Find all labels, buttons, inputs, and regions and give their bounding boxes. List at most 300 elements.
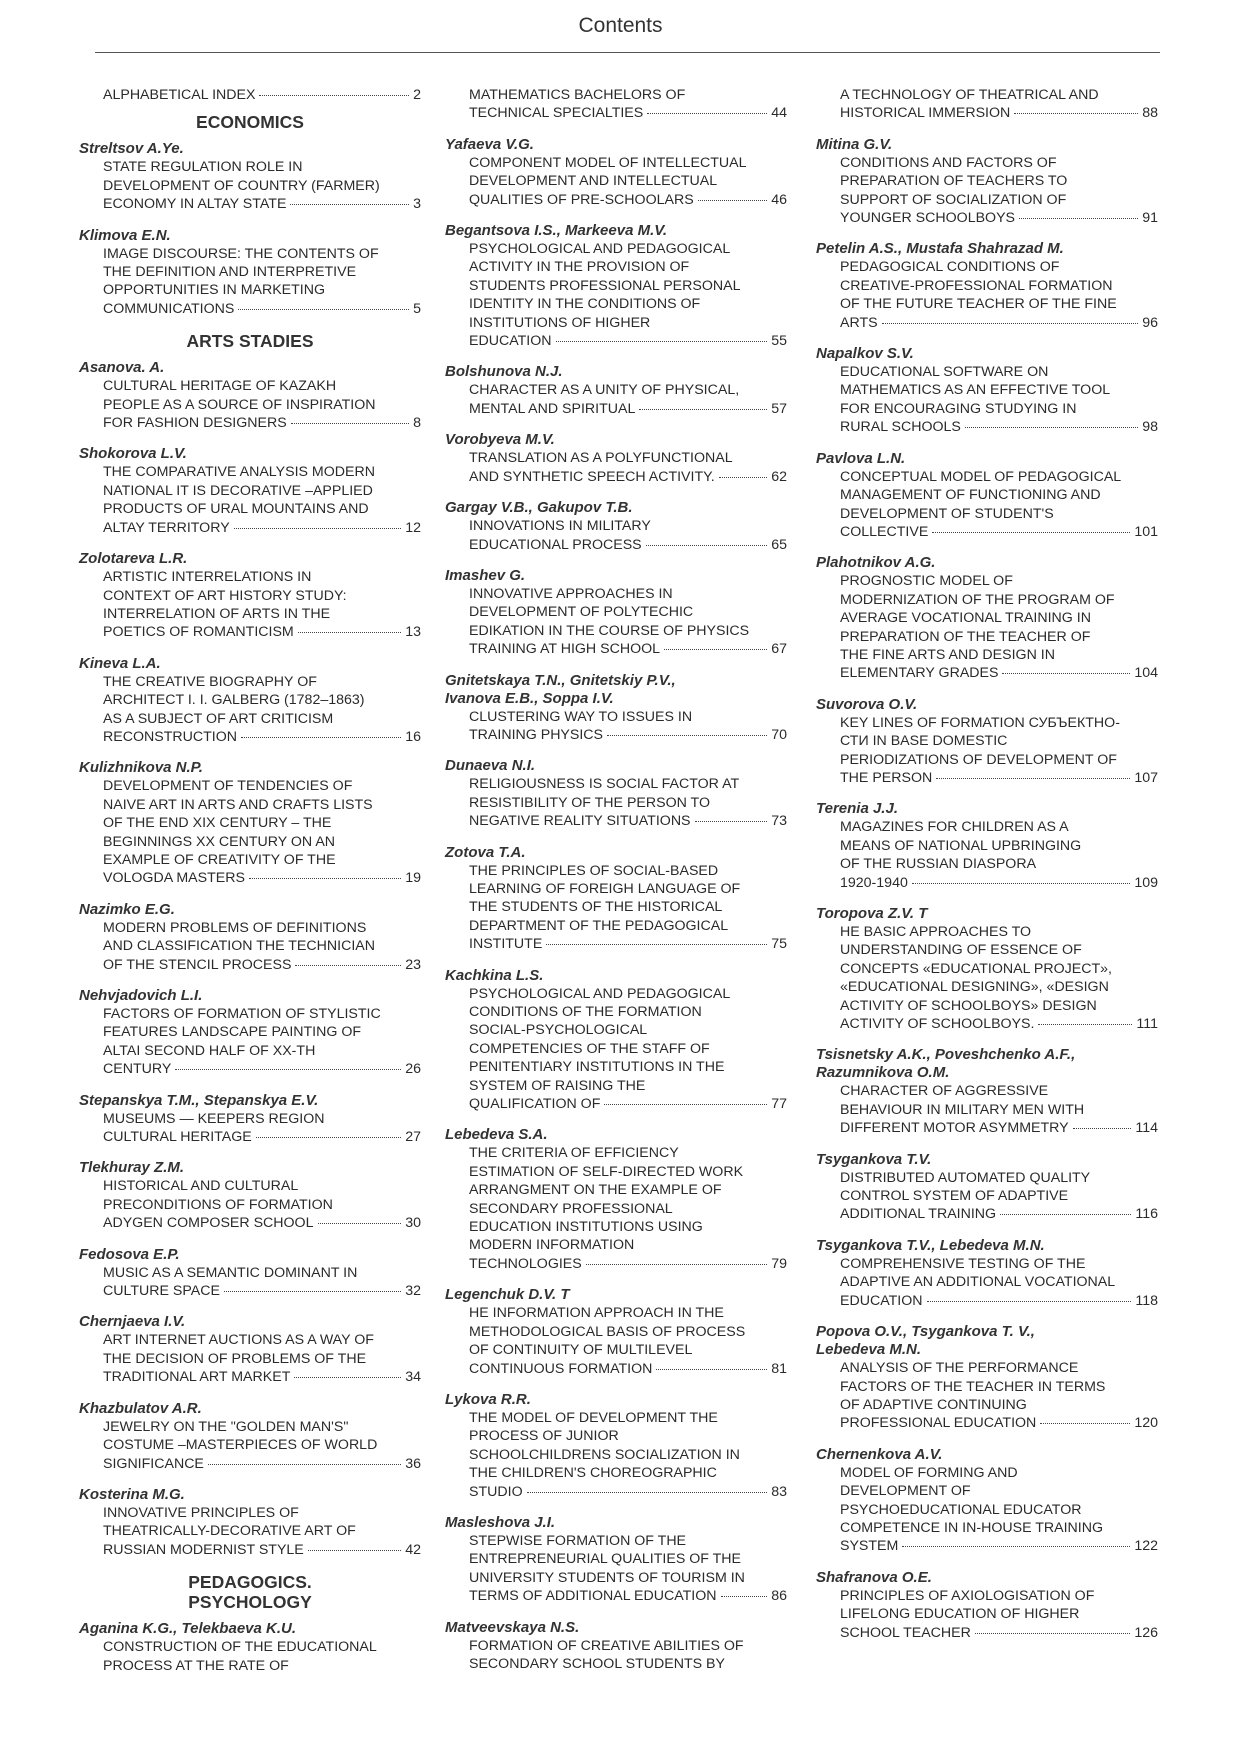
- entry-title-text: ELEMENTARY GRADES: [840, 665, 999, 682]
- entry-title-line: FEATURES LANDSCAPE PAINTING OF: [103, 1024, 362, 1041]
- entry-title-line: [816, 1205, 1158, 1223]
- entry-title-text: HISTORICAL IMMERSION: [840, 105, 1011, 122]
- toc-entry: [816, 800, 1158, 892]
- page-number: 104: [1134, 665, 1158, 682]
- entry-title-line: CONTEXT OF ART HISTORY STUDY:: [103, 587, 347, 604]
- entry-title-line: PRECONDITIONS OF FORMATION: [103, 1196, 333, 1213]
- entry-title-text: ALTAY TERRITORY: [103, 519, 230, 536]
- entry-title-line: [79, 1282, 421, 1300]
- entry-title-line: ADAPTIVE AN ADDITIONAL VOCATIONAL: [840, 1274, 1116, 1291]
- entry-title-line: [445, 1587, 787, 1605]
- entry-title-line: [816, 1015, 1158, 1033]
- entry-title-line: DEVELOPMENT OF TENDENCIES OF: [103, 778, 353, 795]
- toc-entry: [445, 1126, 787, 1273]
- entry-title-line: COMPETENCE IN IN-HOUSE TRAINING: [840, 1519, 1104, 1536]
- entry-title-text: TERMS OF ADDITIONAL EDUCATION: [469, 1588, 717, 1605]
- dot-leader: [719, 477, 768, 478]
- entry-title-text: EDUCATION: [469, 333, 552, 350]
- entry-title-text: COMMUNICATIONS: [103, 300, 235, 317]
- entry-authors: Terenia J.J.: [816, 800, 898, 818]
- toc-entry: [445, 967, 787, 1114]
- entry-title-text: EDUCATIONAL PROCESS: [469, 536, 642, 553]
- entry-authors: Lebedeva M.N.: [816, 1341, 922, 1359]
- entry-title-text: FOR FASHION DESIGNERS: [103, 415, 287, 432]
- toc-entry: [445, 222, 787, 350]
- entry-title-text: TECHNICAL SPECIALTIES: [469, 105, 644, 122]
- entry-title-line: [816, 664, 1158, 682]
- section-heading-line: ARTS STADIES: [186, 331, 314, 352]
- entry-authors: Razumnikova O.M.: [816, 1064, 950, 1082]
- entry-title-line: SECONDARY PROFESSIONAL: [469, 1200, 673, 1217]
- entry-title-text: OF THE STENCIL PROCESS: [103, 956, 292, 973]
- toc-entry: [816, 905, 1158, 1033]
- entry-title-line: PSYCHOEDUCATIONAL EDUCATOR: [840, 1501, 1082, 1518]
- dot-leader: [927, 1301, 1132, 1302]
- entry-authors: Tlekhuray Z.M.: [79, 1159, 185, 1177]
- entry-title-text: TRADITIONAL ART MARKET: [103, 1369, 291, 1386]
- page-number: 19: [405, 870, 421, 887]
- toc-entry: [79, 759, 421, 887]
- entry-title-line: DEPARTMENT OF THE PEDAGOGICAL: [469, 917, 729, 934]
- entry-title-line: LIFELONG EDUCATION OF HIGHER: [840, 1606, 1080, 1623]
- entry-title-text: INSTITUTE: [469, 936, 543, 953]
- entry-title-text: SYSTEM: [840, 1538, 899, 1555]
- page-number: 46: [771, 191, 787, 208]
- entry-title-text: ALPHABETICAL INDEX: [103, 87, 256, 103]
- entry-title-line: [445, 1095, 787, 1113]
- section-heading: [79, 331, 421, 351]
- entry-authors: Fedosova E.P.: [79, 1245, 180, 1263]
- entry-title-line: [816, 1624, 1158, 1642]
- entry-title-line: EXAMPLE OF CREATIVITY OF THE: [103, 851, 336, 868]
- entry-title-text: ECONOMY IN ALTAY STATE: [103, 196, 287, 213]
- page-number: 36: [405, 1455, 421, 1472]
- entry-authors: Yafaeva V.G.: [445, 135, 534, 153]
- page-number: 120: [1134, 1415, 1158, 1432]
- entry-authors: Shokorova L.V.: [79, 445, 187, 463]
- toc-entry: [445, 1619, 787, 1674]
- page-number: 5: [413, 300, 421, 317]
- dot-leader: [882, 323, 1139, 324]
- entry-title-line: MATHEMATICS AS AN EFFECTIVE TOOL: [840, 382, 1111, 399]
- page-title: Contents: [578, 14, 663, 37]
- toc-entry: [445, 499, 787, 554]
- page-number: 111: [1136, 1016, 1158, 1033]
- page-number: 79: [771, 1255, 787, 1272]
- entry-title-line: OF CONTINUITY OF MULTILEVEL: [469, 1342, 693, 1359]
- entry-title-line: [79, 869, 421, 887]
- page-number: 42: [405, 1541, 421, 1558]
- page-number: 16: [405, 728, 421, 745]
- page-number: 107: [1134, 769, 1158, 786]
- entry-title-line: [816, 418, 1158, 436]
- entry-title-line: JEWELRY ON THE "GOLDEN MAN'S": [103, 1418, 349, 1435]
- entry-title-line: OF THE RUSSIAN DIASPORA: [840, 856, 1037, 873]
- entry-title-line: [79, 1368, 421, 1386]
- entry-title-line: MODERN INFORMATION: [469, 1237, 635, 1254]
- dot-leader: [256, 1137, 401, 1138]
- entry-title-line: CHARACTER OF AGGRESSIVE: [840, 1083, 1049, 1100]
- entry-title-line: [79, 956, 421, 974]
- entry-authors: Ivanova E.B., Soppa I.V.: [445, 689, 614, 707]
- toc-entry: [816, 1569, 1158, 1642]
- entry-title-line: INTERRELATION OF ARTS IN THE: [103, 605, 331, 622]
- entry-title-line: COMPETENCIES OF THE STAFF OF: [469, 1040, 710, 1057]
- entry-title-line: OPPORTUNITIES IN MARKETING: [103, 282, 326, 299]
- entry-title-line: THE CHILDREN'S CHOREOGRAPHIC: [469, 1465, 717, 1482]
- contents-column-middle: [445, 86, 787, 1686]
- entry-title-line: MANAGEMENT OF FUNCTIONING AND: [840, 487, 1101, 504]
- entry-title-line: HE INFORMATION APPROACH IN THE: [469, 1305, 724, 1322]
- toc-entry: [816, 450, 1158, 542]
- page-number: 67: [771, 641, 787, 658]
- dot-leader: [902, 1546, 1130, 1547]
- dot-leader: [975, 1633, 1130, 1634]
- page-number: 122: [1134, 1538, 1158, 1555]
- entry-title-line: AND CLASSIFICATION THE TECHNICIAN: [103, 938, 375, 955]
- section-heading-line: PSYCHOLOGY: [188, 1592, 312, 1613]
- entry-title-text: ADDITIONAL TRAINING: [840, 1206, 997, 1223]
- entry-authors: Streltsov A.Ye.: [79, 140, 184, 158]
- entry-title-line: CONCEPTS «EDUCATIONAL PROJECT»,: [840, 960, 1112, 977]
- entry-title-text: RURAL SCHOOLS: [840, 419, 961, 436]
- page-number: 8: [413, 415, 421, 432]
- entry-authors: Aganina K.G., Telekbaeva K.U.: [79, 1620, 297, 1638]
- entry-title-line: BEGINNINGS XX CENTURY ON AN: [103, 833, 336, 850]
- entry-title-text: TRAINING PHYSICS: [469, 726, 604, 743]
- dot-leader: [639, 409, 767, 410]
- dot-leader: [556, 341, 768, 342]
- entry-title-line: OF ADAPTIVE CONTINUING: [840, 1396, 1027, 1413]
- entry-title-line: PSYCHOLOGICAL AND PEDAGOGICAL: [469, 241, 731, 258]
- entry-authors: Shafranova O.E.: [816, 1568, 932, 1586]
- entry-title-line: [816, 874, 1158, 892]
- entry-title-line: ACTIVITY IN THE PROVISION OF: [469, 259, 690, 276]
- toc-entry: [816, 1046, 1158, 1137]
- entry-title-line: ARCHITECT I. I. GALBERG (1782–1863): [103, 692, 365, 709]
- page-number: 2: [413, 87, 421, 103]
- page-number: 75: [771, 936, 787, 953]
- entry-title-line: [816, 1414, 1158, 1432]
- entry-title-line: DEVELOPMENT OF COUNTRY (FARMER): [103, 177, 380, 194]
- entry-authors: Nehvjadovich L.I.: [79, 987, 203, 1004]
- entry-title-line: DISTRIBUTED AUTOMATED QUALITY: [840, 1169, 1091, 1186]
- toc-entry: [816, 1237, 1158, 1310]
- entry-authors: Stepanskya T.M., Stepanskya E.V.: [79, 1091, 319, 1109]
- entry-authors: Lebedeva S.A.: [445, 1126, 548, 1144]
- entry-title-line: CREATIVE-PROFESSIONAL FORMATION: [840, 277, 1113, 294]
- entry-authors: Chernenkova A.V.: [816, 1445, 943, 1463]
- dot-leader: [238, 309, 409, 310]
- toc-entry: [445, 86, 787, 123]
- dot-leader: [224, 1291, 401, 1292]
- entry-title-text: 1920-1940: [840, 874, 908, 891]
- entry-title-line: FOR ENCOURAGING STUDYING IN: [840, 400, 1077, 417]
- dot-leader: [646, 545, 768, 546]
- entry-title-line: [79, 1060, 421, 1078]
- entry-title-line: CHARACTER AS A UNITY OF PHYSICAL,: [469, 382, 740, 399]
- entry-title-line: [445, 726, 787, 744]
- entry-title-line: UNIVERSITY STUDENTS OF TOURISM IN: [469, 1569, 745, 1586]
- entry-title-line: DEVELOPMENT AND INTELLECTUAL: [469, 173, 718, 190]
- entry-title-text: CULTURE SPACE: [103, 1283, 220, 1300]
- toc-entry: [816, 1446, 1158, 1556]
- toc-entry: [816, 86, 1158, 123]
- entry-title-line: PROCESS AT THE RATE OF: [103, 1657, 289, 1674]
- entry-title-line: METHODOLOGICAL BASIS OF PROCESS: [469, 1323, 746, 1340]
- entry-title-text: CENTURY: [103, 1061, 172, 1078]
- entry-title-line: [816, 314, 1158, 332]
- entry-title-line: RELIGIOUSNESS IS SOCIAL FACTOR AT: [469, 776, 740, 793]
- page-number: 27: [405, 1129, 421, 1146]
- entry-title-text: TRAINING AT HIGH SCHOOL: [469, 641, 661, 658]
- entry-title-line: SUPPORT OF SOCIALIZATION OF: [840, 191, 1067, 208]
- entry-title-line: СТИ IN BASE DOMESTIC: [840, 733, 1008, 750]
- entry-title-line: [445, 191, 787, 209]
- entry-title-line: [445, 640, 787, 658]
- entry-title-line: MODERN PROBLEMS OF DEFINITIONS: [103, 919, 367, 936]
- entry-title-line: PREPARATION OF TEACHERS TO: [840, 173, 1068, 190]
- entry-title-text: POETICS OF ROMANTICISM: [103, 624, 294, 641]
- entry-title-line: COMPONENT MODEL OF INTELLECTUAL: [469, 154, 747, 171]
- page-number: 55: [771, 333, 787, 350]
- entry-authors: Vorobyeva M.V.: [445, 431, 555, 449]
- entry-authors: Kachkina L.S.: [445, 966, 544, 984]
- entry-title-text: DIFFERENT MOTOR ASYMMETRY: [840, 1120, 1069, 1137]
- entry-title-line: [816, 104, 1158, 122]
- entry-title-line: DEVELOPMENT OF POLYTECHIC: [469, 604, 694, 621]
- entry-title-line: STUDENTS PROFESSIONAL PERSONAL: [469, 277, 741, 294]
- toc-entry: [445, 1514, 787, 1606]
- contents-column-right: [816, 86, 1158, 1655]
- entry-title-line: HISTORICAL AND CULTURAL: [103, 1178, 299, 1195]
- entry-authors: Tsisnetsky A.K., Poveshchenko A.F.,: [816, 1046, 1076, 1064]
- entry-title-line: MAGAZINES FOR CHILDREN AS A: [840, 819, 1069, 836]
- dot-leader: [932, 532, 1130, 533]
- toc-entry: [79, 140, 421, 213]
- entry-title-line: ACTIVITY OF SCHOOLBOYS» DESIGN: [840, 997, 1097, 1014]
- page-number: 96: [1142, 314, 1158, 331]
- entry-title-text: VOLOGDA MASTERS: [103, 870, 245, 887]
- page-number: 81: [771, 1360, 787, 1377]
- dot-leader: [586, 1264, 767, 1265]
- title-divider: [95, 52, 1160, 53]
- entry-title-line: COMPREHENSIVE TESTING OF THE: [840, 1255, 1086, 1272]
- dot-leader: [1038, 1024, 1132, 1025]
- entry-title-line: [445, 1483, 787, 1501]
- page-number: 34: [405, 1369, 421, 1386]
- page-number: 73: [771, 813, 787, 830]
- entry-authors: Khazbulatov A.R.: [79, 1399, 202, 1417]
- entry-title-text: THE PERSON: [840, 769, 933, 786]
- entry-title-line: [445, 1360, 787, 1378]
- dot-leader: [695, 821, 768, 822]
- entry-title-line: MODERNIZATION OF THE PROGRAM OF: [840, 591, 1115, 608]
- dot-leader: [1014, 113, 1138, 114]
- entry-title-line: PRINCIPLES OF AXIOLOGISATION OF: [840, 1587, 1095, 1604]
- page-number: 126: [1134, 1624, 1158, 1641]
- contents-column-left: [79, 86, 421, 1688]
- toc-entry: [445, 567, 787, 659]
- entry-title-line: TRANSLATION AS A POLYFUNCTIONAL: [469, 450, 733, 467]
- entry-title-line: AVERAGE VOCATIONAL TRAINING IN: [840, 610, 1091, 627]
- toc-entry: [816, 1151, 1158, 1224]
- entry-title-line: [816, 1537, 1158, 1555]
- entry-title-text: PROFESSIONAL EDUCATION: [840, 1415, 1037, 1432]
- entry-authors: Zolotareva L.R.: [79, 550, 188, 568]
- entry-authors: Legenchuk D.V. T: [445, 1286, 570, 1304]
- entry-title-line: CONDITIONS AND FACTORS OF: [840, 154, 1057, 171]
- dot-leader: [604, 1104, 767, 1105]
- entry-authors: Masleshova J.I.: [445, 1513, 556, 1531]
- entry-title-line: HE BASIC APPROACHES TO: [840, 924, 1032, 940]
- entry-title-line: [79, 623, 421, 641]
- page-number: 62: [771, 468, 787, 485]
- entry-title-text: EDUCATION: [840, 1292, 923, 1309]
- page-number: 109: [1134, 874, 1158, 891]
- entry-authors: Imashev G.: [445, 566, 526, 584]
- toc-entry: [79, 987, 421, 1079]
- entry-title-text: SIGNIFICANCE: [103, 1455, 204, 1472]
- page-number: 86: [771, 1588, 787, 1605]
- entry-authors: Bolshunova N.J.: [445, 363, 563, 381]
- dot-leader: [1073, 1128, 1132, 1129]
- entry-authors: Kosterina M.G.: [79, 1485, 185, 1503]
- entry-title-line: NATIONAL IT IS DECORATIVE –APPLIED: [103, 482, 373, 499]
- page-number: 13: [405, 624, 421, 641]
- entry-title-line: MUSIC AS A SEMANTIC DOMINANT IN: [103, 1264, 358, 1281]
- entry-title-line: A TECHNOLOGY OF THEATRICAL AND: [840, 87, 1099, 103]
- entry-title-text: NEGATIVE REALITY SITUATIONS: [469, 813, 691, 830]
- entry-title-line: SYSTEM OF RAISING THE: [469, 1077, 646, 1094]
- entry-title-text: SCHOOL TEACHER: [840, 1624, 971, 1641]
- page-number: 26: [405, 1061, 421, 1078]
- toc-entry: [79, 359, 421, 432]
- entry-title-line: [816, 1119, 1158, 1137]
- entry-title-line: PENITENTIARY INSTITUTIONS IN THE: [469, 1059, 725, 1076]
- entry-title-line: THE STUDENTS OF THE HISTORICAL: [469, 899, 723, 916]
- dot-leader: [527, 1492, 768, 1493]
- entry-title-line: SCHOOLCHILDRENS SOCIALIZATION IN: [469, 1446, 740, 1463]
- entry-title-line: ENTREPRENEURIAL QUALITIES OF THE: [469, 1551, 741, 1568]
- entry-title-line: IDENTITY IN THE CONDITIONS OF: [469, 296, 701, 313]
- toc-entry: [445, 431, 787, 486]
- entry-title-line: CONSTRUCTION OF THE EDUCATIONAL: [103, 1639, 377, 1656]
- entry-title-line: EDUCATION INSTITUTIONS USING: [469, 1219, 703, 1236]
- entry-title-line: [79, 1541, 421, 1559]
- entry-authors: Nazimko E.G.: [79, 900, 175, 918]
- entry-title-line: CULTURAL HERITAGE OF KAZAKH: [103, 378, 337, 395]
- entry-title-line: AS A SUBJECT OF ART CRITICISM: [103, 710, 334, 727]
- toc-entry: [79, 550, 421, 642]
- page-number: 57: [771, 400, 787, 417]
- section-heading-line: PEDAGOGICS.: [188, 1572, 312, 1593]
- entry-authors: Gnitetskaya T.N., Gnitetskiy P.V.,: [445, 671, 676, 689]
- toc-entry: [445, 1286, 787, 1378]
- toc-entry: [816, 240, 1158, 332]
- page-number: 23: [405, 956, 421, 973]
- entry-title-text: CONTINUOUS FORMATION: [469, 1360, 653, 1377]
- toc-entry: [79, 227, 421, 319]
- entry-title-line: RESISTIBILITY OF THE PERSON TO: [469, 794, 710, 811]
- entry-authors: Plahotnikov A.G.: [816, 554, 936, 572]
- entry-title-line: THE DEFINITION AND INTERPRETIVE: [103, 264, 357, 281]
- entry-authors: Petelin A.S., Mustafa Shahrazad M.: [816, 240, 1064, 258]
- entry-title-line: INSTITUTIONS OF HIGHER: [469, 314, 651, 331]
- entry-title-line: ESTIMATION OF SELF-DIRECTED WORK: [469, 1163, 744, 1180]
- entry-title-line: EDUCATIONAL SOFTWARE ON: [840, 364, 1049, 381]
- toc-entry: [445, 672, 787, 745]
- dot-leader: [295, 965, 401, 966]
- entry-title-text: ACTIVITY OF SCHOOLBOYS.: [840, 1016, 1035, 1033]
- page-number: 12: [405, 519, 421, 536]
- toc-entry: [79, 445, 421, 537]
- entry-authors: Zotova T.A.: [445, 843, 526, 861]
- page-number: 118: [1135, 1292, 1158, 1309]
- entry-title-line: [445, 812, 787, 830]
- dot-leader: [1000, 1214, 1131, 1215]
- entry-title-text: YOUNGER SCHOOLBOYS: [840, 210, 1016, 227]
- entry-title-line: FORMATION OF CREATIVE ABILITIES OF: [469, 1637, 744, 1654]
- entry-title-text: RECONSTRUCTION: [103, 728, 237, 745]
- section-heading: [79, 1572, 421, 1612]
- entry-title-line: BEHAVIOUR IN MILITARY MEN WITH: [840, 1101, 1085, 1118]
- entry-title-line: [79, 1455, 421, 1473]
- entry-authors: Asanova. A.: [79, 359, 165, 377]
- entry-title-line: OF THE END XIX CENTURY – THE: [103, 815, 332, 832]
- page-number: 116: [1135, 1206, 1158, 1223]
- dot-leader: [656, 1369, 767, 1370]
- entry-title-text: RUSSIAN MODERNIST STYLE: [103, 1541, 304, 1558]
- entry-title-line: THE CRITERIA OF EFFICIENCY: [469, 1145, 679, 1162]
- entry-title-line: ART INTERNET AUCTIONS AS A WAY OF: [103, 1332, 374, 1349]
- entry-title-line: ALTAI SECOND HALF OF XX-TH: [103, 1042, 316, 1059]
- page-number: 114: [1135, 1120, 1158, 1137]
- dot-leader: [291, 423, 409, 424]
- entry-authors: Dunaeva N.I.: [445, 757, 536, 775]
- dot-leader: [208, 1464, 401, 1465]
- page-number: 3: [413, 196, 421, 213]
- entry-title-line: [445, 468, 787, 486]
- entry-title-text: MENTAL AND SPIRITUAL: [469, 400, 636, 417]
- entry-title-line: CLUSTERING WAY TO ISSUES IN: [469, 708, 693, 725]
- entry-title-line: PEOPLE AS A SOURCE OF INSPIRATION: [103, 396, 376, 413]
- entry-title-line: [816, 769, 1158, 787]
- entry-title-line: DEVELOPMENT OF STUDENT'S: [840, 505, 1054, 522]
- entry-title-line: COSTUME –MASTERPIECES OF WORLD: [103, 1437, 378, 1454]
- entry-title-line: [79, 414, 421, 432]
- dot-leader: [234, 528, 402, 529]
- entry-title-line: MEANS OF NATIONAL UPBRINGING: [840, 837, 1082, 854]
- dot-leader: [698, 200, 768, 201]
- page-number: 83: [771, 1483, 787, 1500]
- dot-leader: [721, 1596, 768, 1597]
- dot-leader: [241, 737, 401, 738]
- entry-title-line: [79, 86, 421, 104]
- entry-title-text: STUDIO: [469, 1483, 523, 1500]
- dot-leader: [308, 1550, 401, 1551]
- entry-authors: Tsygankova T.V.: [816, 1150, 932, 1168]
- toc-entry: [79, 1400, 421, 1473]
- entry-authors: Gargay V.B., Gakupov T.B.: [445, 499, 633, 517]
- dot-leader: [175, 1069, 401, 1070]
- toc-entry: [445, 1391, 787, 1501]
- entry-title-line: [79, 728, 421, 746]
- entry-title-line: [445, 1255, 787, 1273]
- entry-title-line: UNDERSTANDING OF ESSENCE OF: [840, 942, 1082, 959]
- page-number: 65: [771, 536, 787, 553]
- entry-title-line: THE PRINCIPLES OF SOCIAL-BASED: [469, 862, 719, 879]
